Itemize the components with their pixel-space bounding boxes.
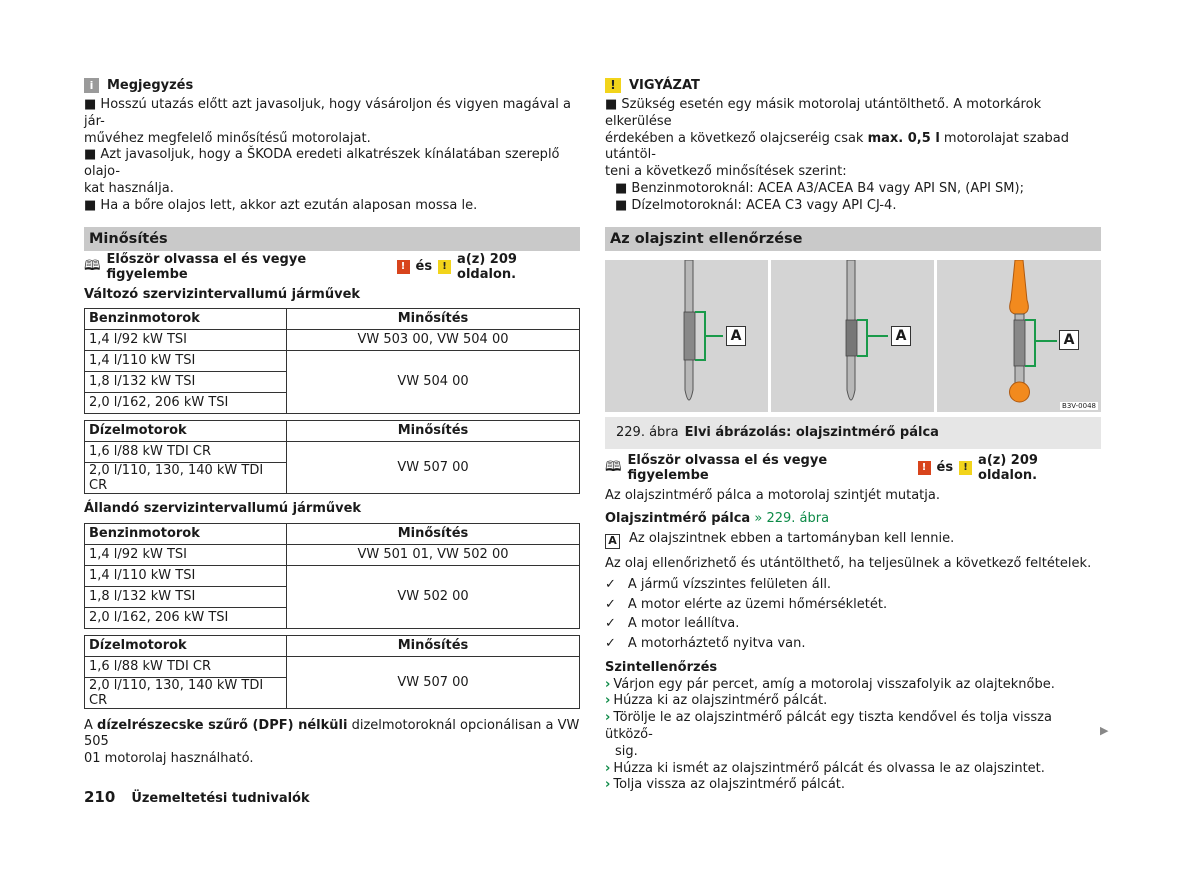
list-item: ✓ A jármű vízszintes felületen áll.: [605, 577, 832, 593]
table-row: [85, 350, 580, 371]
table-cell: 1,6 l/88 kW TDI CR: [85, 656, 287, 677]
dpf-text: 01 motorolaj használható.: [84, 751, 254, 767]
warning-line: motorolajat szabad utántöl-: [605, 130, 1070, 163]
step-arrow-icon: ›: [605, 676, 611, 692]
table-variable-diesel: [84, 420, 580, 494]
variable-interval-title: Változó szervizintervallumú járművek: [84, 286, 361, 302]
note-line: ■ Azt javasoljuk, hogy a ŠKODA eredeti alkatrészek kínálatában szereplő olajo-: [84, 147, 560, 180]
continue-arrow-icon: ▶: [1100, 724, 1109, 737]
list-item: ✓ A motorháztető nyitva van.: [605, 635, 806, 651]
page-footer: [84, 788, 310, 806]
step-arrow-icon: ›: [605, 693, 611, 709]
note-line: ■ Hosszú utazás előtt azt javasoljuk, hogy vásároljon és vigyen magával a jár-: [84, 97, 571, 129]
table-variable-petrol: [84, 308, 580, 414]
table-cell: VW 504 00: [287, 350, 580, 413]
dipstick-figure: [605, 258, 1101, 414]
step-arrow-icon: ›: [605, 710, 611, 726]
warning-line: ■ Dízelmotoroknál: ACEA C3 vagy API CJ-4.: [615, 197, 897, 213]
table-cell: VW 507 00: [287, 441, 580, 493]
check-icon: ✓: [605, 577, 616, 593]
read-first-notice: [84, 251, 580, 282]
step-arrow-icon: ›: [605, 777, 611, 793]
warning-red-icon: !: [918, 461, 931, 475]
dipstick-label: Olajszintmérő pálca: [605, 511, 751, 527]
table-cell: 1,6 l/88 kW TDI CR: [85, 441, 287, 462]
warning-line: teni a következő minősítések szerint:: [605, 164, 847, 180]
note-line: kat használja.: [84, 180, 174, 196]
info-icon: i: [84, 78, 99, 93]
table-header: Benzinmotorok: [85, 523, 287, 544]
table-row: [85, 656, 580, 677]
figure-number: 229. ábra: [616, 425, 679, 441]
read-first-and: és: [936, 460, 954, 476]
table-header: Benzinmotorok: [85, 308, 287, 329]
table-header: Dízelmotorok: [85, 635, 287, 656]
read-first-text: Először olvassa el és vegye figyelembe: [106, 251, 307, 282]
figure-panel: [937, 260, 1101, 412]
table-cell: 1,4 l/92 kW TSI: [85, 329, 287, 350]
fixed-interval-title: Állandó szervizintervallumú járművek: [84, 500, 362, 516]
figure-caption-text: Elvi ábrázolás: olajszintmérő pálca: [684, 425, 939, 441]
label-a-small: A: [605, 534, 620, 549]
warning-body: [605, 97, 1101, 215]
read-first-notice: [605, 452, 1101, 483]
book-icon: 🕮: [84, 257, 101, 274]
left-column: [84, 76, 580, 768]
table-header: Minősítés: [287, 635, 580, 656]
table-header-row: [85, 308, 580, 329]
warning-heading: [605, 76, 1101, 94]
step-item: › Tolja vissza az olajszintmérő pálcát.: [605, 777, 846, 793]
table-header: Minősítés: [287, 420, 580, 441]
note-line: művéhez megfelelő minősítésű motorolajat.: [84, 130, 371, 146]
step-arrow-icon: ›: [605, 760, 611, 776]
label-a-box: A: [891, 326, 911, 346]
table-cell: 1,4 l/92 kW TSI: [85, 544, 287, 565]
warning-line: ■ Benzinmotoroknál: ACEA A3/ACEA B4 vagy API SN, (API SM);: [615, 180, 1024, 196]
step-item: › Várjon egy pár percet, amíg a motorolaj visszafolyik az olajteknőbe.: [605, 676, 1055, 692]
warning-bold: max. 0,5 l: [867, 130, 940, 146]
a-item-text: Az olajszintnek ebben a tartományban kell lennie.: [629, 531, 955, 547]
figure-panel: [605, 260, 768, 412]
table-row: [85, 329, 580, 350]
page-number: 210: [84, 788, 116, 806]
table-fixed-diesel: [84, 635, 580, 709]
warning-line: érdekében a következő olajcseréig csak: [605, 130, 868, 146]
table-cell: 1,4 l/110 kW TSI: [85, 565, 287, 586]
warning-yellow-icon: !: [959, 461, 972, 475]
conditions-list: [605, 575, 1101, 653]
table-row: [85, 441, 580, 462]
dpf-note: [84, 718, 580, 768]
table-header-row: [85, 420, 580, 441]
table-cell: 1,8 l/132 kW TSI: [85, 586, 287, 607]
table-header-row: [85, 523, 580, 544]
read-first-page: a(z) 209 oldalon.: [457, 251, 517, 282]
a-item: [605, 531, 1101, 549]
table-cell: VW 501 01, VW 502 00: [287, 544, 580, 565]
dpf-text: dizelmotoroknál opcionálisan a VW 505: [84, 717, 580, 750]
read-first-page: a(z) 209 oldalon.: [978, 452, 1038, 483]
table-cell: 1,8 l/132 kW TSI: [85, 371, 287, 392]
warning-title: VIGYÁZAT: [629, 77, 700, 93]
note-line: ■ Ha a bőre olajos lett, akkor azt ezután alaposan mossa le.: [84, 197, 478, 213]
warning-yellow-icon: !: [438, 260, 451, 274]
table-fixed-petrol: [84, 523, 580, 629]
check-icon: ✓: [605, 616, 616, 632]
table-header: Minősítés: [287, 308, 580, 329]
step-item: › Húzza ki az olajszintmérő pálcát.: [605, 693, 828, 709]
figure-panel: [771, 260, 934, 412]
check-icon: ✓: [605, 635, 616, 651]
right-column: [605, 76, 1101, 794]
table-header: Minősítés: [287, 523, 580, 544]
label-a-box: A: [1059, 330, 1079, 350]
table-row: [85, 544, 580, 565]
steps-list: [605, 677, 1101, 795]
note-heading: [84, 76, 580, 94]
table-cell: 2,0 l/162, 206 kW TSI: [85, 392, 287, 413]
table-cell: VW 502 00: [287, 565, 580, 628]
read-first-and: és: [415, 259, 433, 275]
read-first-text: Először olvassa el és vegye figyelembe: [627, 452, 828, 483]
label-a-box: A: [726, 326, 746, 346]
figure-code: B3V-0048: [1062, 401, 1096, 410]
level-check-title: Szintellenőrzés: [605, 659, 718, 675]
conditions-intro: Az olaj ellenőrizhető és utántölthető, ha teljesülnek a következő feltételek.: [605, 556, 1092, 572]
table-cell: VW 507 00: [287, 656, 580, 708]
dpf-text: A: [84, 717, 98, 733]
table-header: Dízelmotorok: [85, 420, 287, 441]
figure-reference-link[interactable]: » 229. ábra: [754, 511, 830, 527]
warning-line: ■ Szükség esetén egy másik motorolaj utántölthető. A motorkárok elkerülése: [605, 97, 1042, 129]
table-row: [85, 565, 580, 586]
note-body: [84, 97, 580, 215]
table-cell: 2,0 l/162, 206 kW TSI: [85, 607, 287, 628]
list-item: ✓ A motor elérte az üzemi hőmérsékletét.: [605, 596, 888, 612]
step-item: › Húzza ki ismét az olajszintmérő pálcát és olvassa le az olajszintet.: [605, 760, 1045, 776]
warning-red-icon: !: [397, 260, 410, 274]
table-cell: 2,0 l/110, 130, 140 kW TDI CR: [85, 677, 287, 708]
list-item: ✓ A motor leállítva.: [605, 616, 740, 632]
intro-text: Az olajszintmérő pálca a motorolaj szintjét mutatja.: [605, 487, 940, 503]
warning-icon: !: [605, 78, 621, 93]
section-heading-qualification: Minősítés: [84, 227, 580, 251]
chapter-title: Üzemeltetési tudnivalók: [131, 791, 310, 806]
figure-caption: [605, 417, 1101, 449]
step-item-continuation: sig.: [615, 743, 638, 759]
table-cell: 2,0 l/110, 130, 140 kW TDI CR: [85, 462, 287, 493]
step-item: › Törölje le az olajszintmérő pálcát egy tiszta kendővel és tolja vissza ütköző-: [605, 710, 1052, 743]
book-icon: 🕮: [605, 458, 622, 475]
table-cell: VW 503 00, VW 504 00: [287, 329, 580, 350]
table-cell: 1,4 l/110 kW TSI: [85, 350, 287, 371]
section-heading-oil-check: Az olajszint ellenőrzése: [605, 227, 1101, 251]
check-icon: ✓: [605, 596, 616, 612]
dpf-bold: dízelrészecske szűrő (DPF) nélküli: [97, 717, 348, 733]
note-title: Megjegyzés: [107, 77, 194, 93]
table-header-row: [85, 635, 580, 656]
